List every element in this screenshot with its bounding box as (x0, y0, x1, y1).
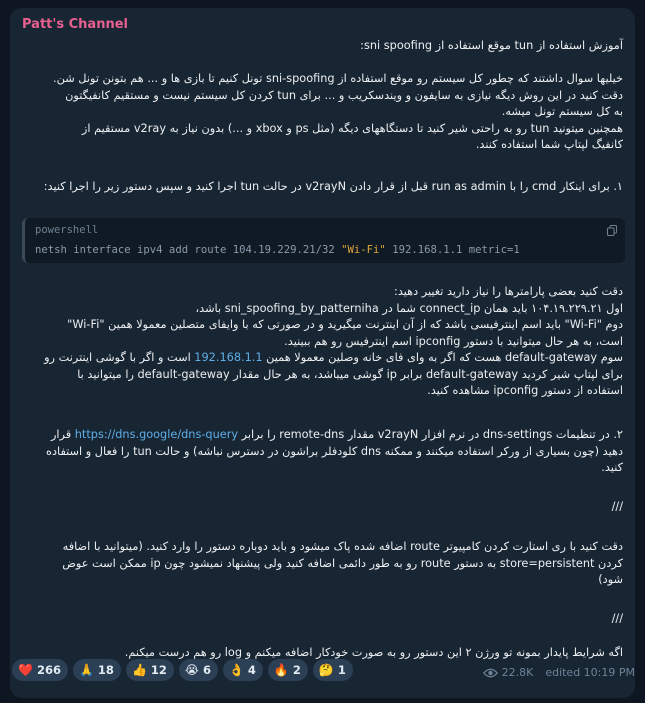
text-line: برای لپتاپ شیر کردید default-gateway برابر ip گوشی میباشد، به هر حال مقدار default-gateway را میتوانید با (77, 367, 623, 381)
text-line: دهید (چون بسیاری از ورکر استفاده میکنند و ممکنه dns کلودفلر براشون در دسترس نباشه) و حالت tun را فعال و استفاده (46, 444, 623, 458)
heart-icon: ❤️ (18, 663, 33, 677)
code-text: 192.168.1.1 metric=1 (385, 244, 520, 256)
message-step-2 (24, 427, 623, 477)
message-paragraph-1 (24, 71, 623, 154)
reaction-crying[interactable] (179, 659, 218, 681)
reaction-count: 18 (97, 663, 114, 677)
message-paragraph-2 (24, 284, 623, 400)
text-line (24, 350, 623, 367)
channel-name[interactable]: Patt's Channel (22, 17, 128, 32)
separator (24, 499, 623, 516)
reaction-count: 266 (36, 663, 61, 677)
eye-icon (483, 668, 498, 678)
reaction-thinking[interactable] (313, 659, 353, 681)
code-block[interactable] (22, 218, 625, 263)
text-line: /// (611, 500, 623, 513)
text-line: دقت کنید بعضی پارامترها را نیاز دارید تغییر دهید: (394, 285, 623, 298)
text-line: همچنین میتونید tun رو به راحتی شیر کنید تا دستگاههای دیگه (مثل ps و xbox و ...) بدون نیاز به v2ray مستقیم از (81, 121, 623, 135)
text-line: دوم "Wi-Fi" باید اسم اینترفیسی باشد که از آن اینترنت میگیرید و در صورتی که با وایفای متصلین معمولا همین "Wi-Fi" (67, 318, 623, 331)
pray-icon: 🙏 (78, 663, 94, 677)
thinking-icon: 🤔 (318, 663, 334, 677)
view-count: 22.8K (501, 666, 534, 679)
ok-hand-icon: 👌 (228, 663, 244, 677)
text-line: به کل سیستم تونل میشه. (501, 105, 623, 118)
text-line: استفاده از دستور ipconfig مشاهده کنید. (427, 384, 623, 397)
text-line: دقت کنید در این روش دیگه نیازی به سایفون و ویندسکریب و ... برای tun کردن کل سیستم نیست و مستقیم کانفیگتون (65, 88, 623, 102)
code-string: "Wi-Fi" (341, 244, 386, 256)
text-line: است، به هر حال میتوانید با دستور ipconfig اسم اینترفیس رو هم ببینید. (284, 334, 623, 348)
separator (24, 611, 623, 628)
text-fragment: سوم default-gateway هست که اگر به وای فای خانه وصلین معمولا همین (262, 351, 623, 364)
text-line: دقت کنید با ری استارت کردن کامپیوتر route اضافه شده پاک میشود و باید دوباره دستور را وارد کنید. (میتوانید با اضافه (62, 540, 623, 553)
text-line (24, 427, 623, 444)
text-fragment: قرار (50, 428, 75, 441)
text-line: کردن store=persistent به دستور route رو به طور دائمی اضافه کنید ولی پیشنهاد نمیشود چون ip ممکن است عوض (62, 556, 623, 570)
code-language: powershell (35, 224, 99, 236)
thumbs-up-icon: 👍 (131, 663, 147, 677)
text-line: کانفیگ لپتاپ شما استفاده کنند. (475, 138, 623, 151)
reaction-count: 1 (337, 663, 346, 677)
reaction-fire[interactable] (268, 659, 308, 681)
text-line: اگه شرایط پایدار بمونه تو ورژن ۲ این دستور رو به صورت خودکار اضافه میکنم و log رو هم درست میکنم. (124, 646, 623, 659)
text-fragment: ۲. در تنظیمات dns-settings در نرم افزار v2rayN مقدار remote-dns را برابر (238, 428, 623, 441)
reactions-bar (12, 659, 353, 681)
text-line: آموزش استفاده از tun موقع استفاده از sni spoofing: (360, 39, 623, 52)
text-line: خیلیها سوال داشتند که چطور کل سیستم رو موقع استفاده از sni-spoofing تونل کنیم تا بازی ها و ... هم بتونن تونل شن. (53, 72, 623, 85)
reaction-ok-hand[interactable] (223, 659, 263, 681)
message-bubble (10, 8, 635, 698)
code-text: netsh interface ipv4 add route 104.19.229.21/32 (35, 244, 342, 256)
reaction-pray[interactable] (73, 659, 121, 681)
text-line: شود) (598, 573, 623, 586)
message-meta (483, 666, 635, 679)
fire-icon: 🔥 (273, 663, 289, 677)
reaction-count: 4 (247, 663, 256, 677)
dns-link[interactable]: https://dns.google/dns-query (74, 428, 239, 441)
message-intro (24, 38, 623, 55)
reaction-count: 12 (150, 663, 167, 677)
text-line: /// (611, 612, 623, 625)
code-line[interactable] (35, 244, 520, 256)
ip-link[interactable]: 192.168.1.1 (194, 351, 263, 364)
reaction-heart[interactable] (12, 659, 68, 681)
text-line: کنید. (601, 461, 623, 474)
crying-icon: 😭 (184, 663, 199, 677)
copy-icon[interactable] (607, 225, 617, 236)
message-step-1 (24, 179, 623, 196)
text-fragment: است و اگر با گوشی اینترنت رو (44, 351, 195, 364)
reaction-count: 6 (202, 663, 211, 677)
text-line: اول ۱۰۴.۱۹.۲۲۹.۲۱ باید همان connect_ip شما در sni_spoofing_by_patterniha باشد، (195, 301, 623, 315)
text-line: ۱. برای اینکار cmd را با run as admin قبل از قرار دادن v2rayN در حالت tun اجرا کنید و سپس دستور زیر را اجرا کنید: (43, 180, 623, 193)
reaction-thumbs-up[interactable] (126, 659, 174, 681)
message-paragraph-3 (24, 539, 623, 589)
edited-time: edited 10:19 PM (545, 666, 635, 679)
reaction-count: 2 (292, 663, 301, 677)
